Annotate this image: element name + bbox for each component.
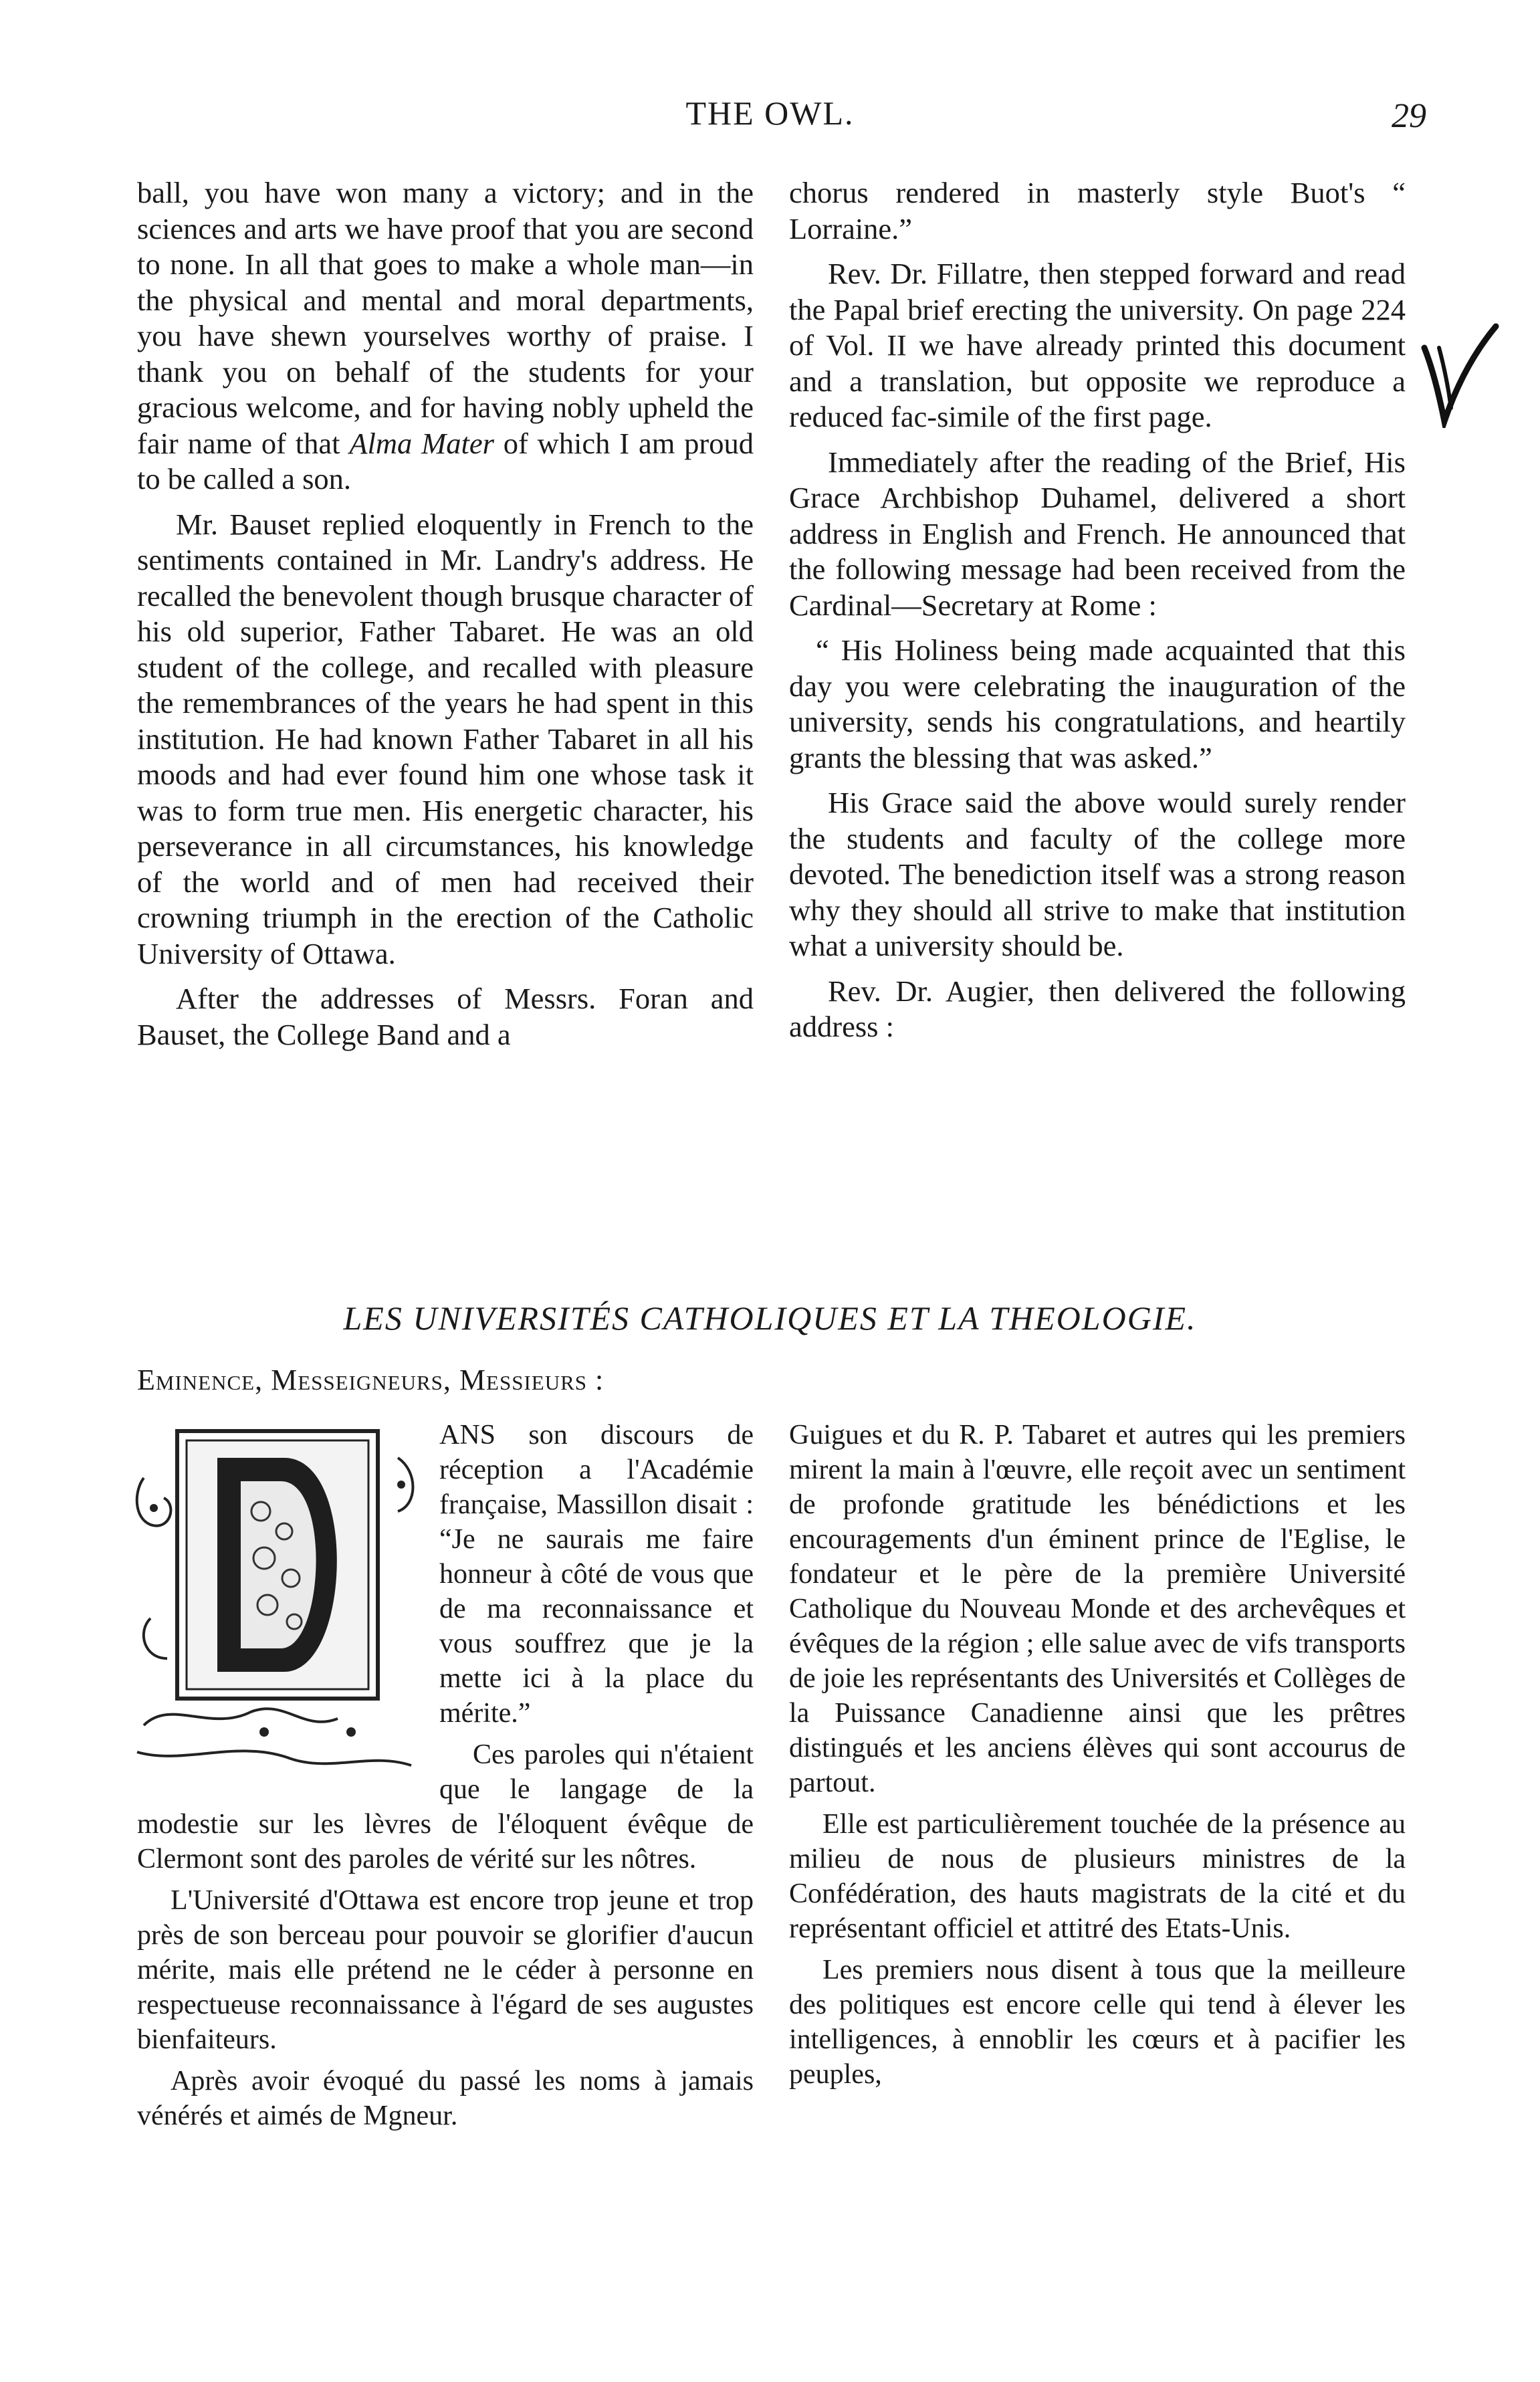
paragraph: Immediately after the reading of the Brief, His Grace Archbishop Duhamel, delivered a short address in English and French. He announced that the following message had been received from the Cardinal—Secretary at Rome : bbox=[789, 445, 1406, 622]
ornate-letter-d-icon bbox=[130, 1418, 425, 1779]
left-column-top bbox=[137, 175, 754, 1062]
paragraph: Mr. Bauset replied eloquently in French to the sentiments contained in Mr. Landry's address. He recalled the benevolent though brusque character of his old superior, Father Tabaret. He was an old student of the college, and recalled with pleasure the remembrances of the years he had spent in this institution. He had known Father Tabaret in all his moods and had ever found him one whose task it was to form true men. His energetic character, his perseverance in all circumstances, his knowledge of the world and of men had received their crowning triumph in the erection of the Catholic University of Ottawa. bbox=[137, 507, 754, 970]
section-title: LES UNIVERSITÉS CATHOLIQUES ET LA THEOLOGIE. bbox=[343, 1299, 1197, 1337]
quoted-message: “ His Holiness being made acquainted that this day you were celebrating the inauguration of the university, sends his congratulations, and heartily grants the blessing that was asked.” bbox=[789, 633, 1406, 774]
paragraph: Ces paroles qui n'étaient que le langage de la modestie sur les lèvres de l'éloquent évêque de Clermont sont des paroles de vérité sur les nôtres. bbox=[137, 1739, 754, 1874]
right-column-bottom bbox=[789, 1418, 1406, 2098]
right-column-top bbox=[789, 175, 1406, 1055]
paragraph-with-dropcap: ANS son discours de réception a l'Académie française, Massillon disait : “Je ne saurais me faire honneur à côté de vous que de ma reconnaissance et vous souffrez que je la mette ici à la place du mérite.” bbox=[439, 1420, 754, 1729]
paragraph: Rev. Dr. Fillatre, then stepped forward and read the Papal brief erecting the university. On page 224 of Vol. II we have already printed this document and a translation, but opposite we reproduce a reduced fac-simile of the first page. bbox=[789, 257, 1406, 433]
italic-phrase: Alma Mater bbox=[349, 426, 494, 460]
checkmark-icon bbox=[1419, 321, 1499, 428]
paragraph-text: of which I am proud to be called a son. bbox=[137, 426, 754, 496]
paragraph: chorus rendered in masterly style Buot's “ Lorraine.” bbox=[789, 176, 1406, 245]
salutation: Eminence, Messeigneurs, Messieurs : bbox=[137, 1364, 604, 1396]
left-column-bottom bbox=[137, 1418, 754, 2140]
paragraph: Elle est particulièrement touchée de la présence au milieu de nous de plusieurs ministres de la Confédération, des hauts magistrats de la cité et du représentant officiel et attitré des Etats-Unis. bbox=[789, 1809, 1406, 1944]
paragraph: Guigues et du R. P. Tabaret et autres qui les premiers mirent la main à l'œuvre, elle reçoit avec un sentiment de profonde gratitude les bénédictions et les encouragements d'un éminent prince de l'Eglise, le fondateur et le père de la première Université Catholique du Nouveau Monde et des archevêques et évêques de la région ; elle salue avec de vifs transports de joie les représentants des Universités et Collèges de la Puissance Canadienne ainsi que les prêtres distingués et les anciens élèves qui sont accourus de partout. bbox=[789, 1420, 1406, 1798]
paragraph: His Grace said the above would surely render the students and faculty of the college more devoted. The benediction itself was a strong reason why they should all strive to make that institution what a university should be. bbox=[789, 786, 1406, 962]
paragraph bbox=[137, 175, 754, 498]
running-title: THE OWL. bbox=[685, 94, 855, 132]
paragraph: Les premiers nous disent à tous que la meilleure des politiques est encore celle qui tend à élever les intelligences, à ennoblir les cœurs et à pacifier les peuples, bbox=[789, 1955, 1406, 2090]
paragraph: Après avoir évoqué du passé les noms à jamais vénérés et aimés de Mgneur. bbox=[137, 2066, 754, 2131]
paragraph-text: ball, you have won many a victory; and in the sciences and arts we have proof that you are second to none. In all that goes to make a whole man—in the physical and mental and moral departments, you have shewn yourselves worthy of praise. I thank you on behalf of the students for your gracious welcome, and for having nobly upheld the fair name of that bbox=[137, 176, 754, 460]
page-header bbox=[0, 94, 1540, 147]
paragraph: Rev. Dr. Augier, then delivered the following address : bbox=[789, 974, 1406, 1043]
paragraph: After the addresses of Messrs. Foran and Bauset, the College Band and a bbox=[137, 982, 754, 1051]
paragraph: L'Université d'Ottawa est encore trop jeune et trop près de son berceau pour pouvoir se glorifier d'aucun mérite, mais elle prétend ne le céder à personne en respectueuse reconnaissance à l'égard de ses augustes bienfaiteurs. bbox=[137, 1885, 754, 2055]
page-number: 29 bbox=[1392, 97, 1426, 135]
